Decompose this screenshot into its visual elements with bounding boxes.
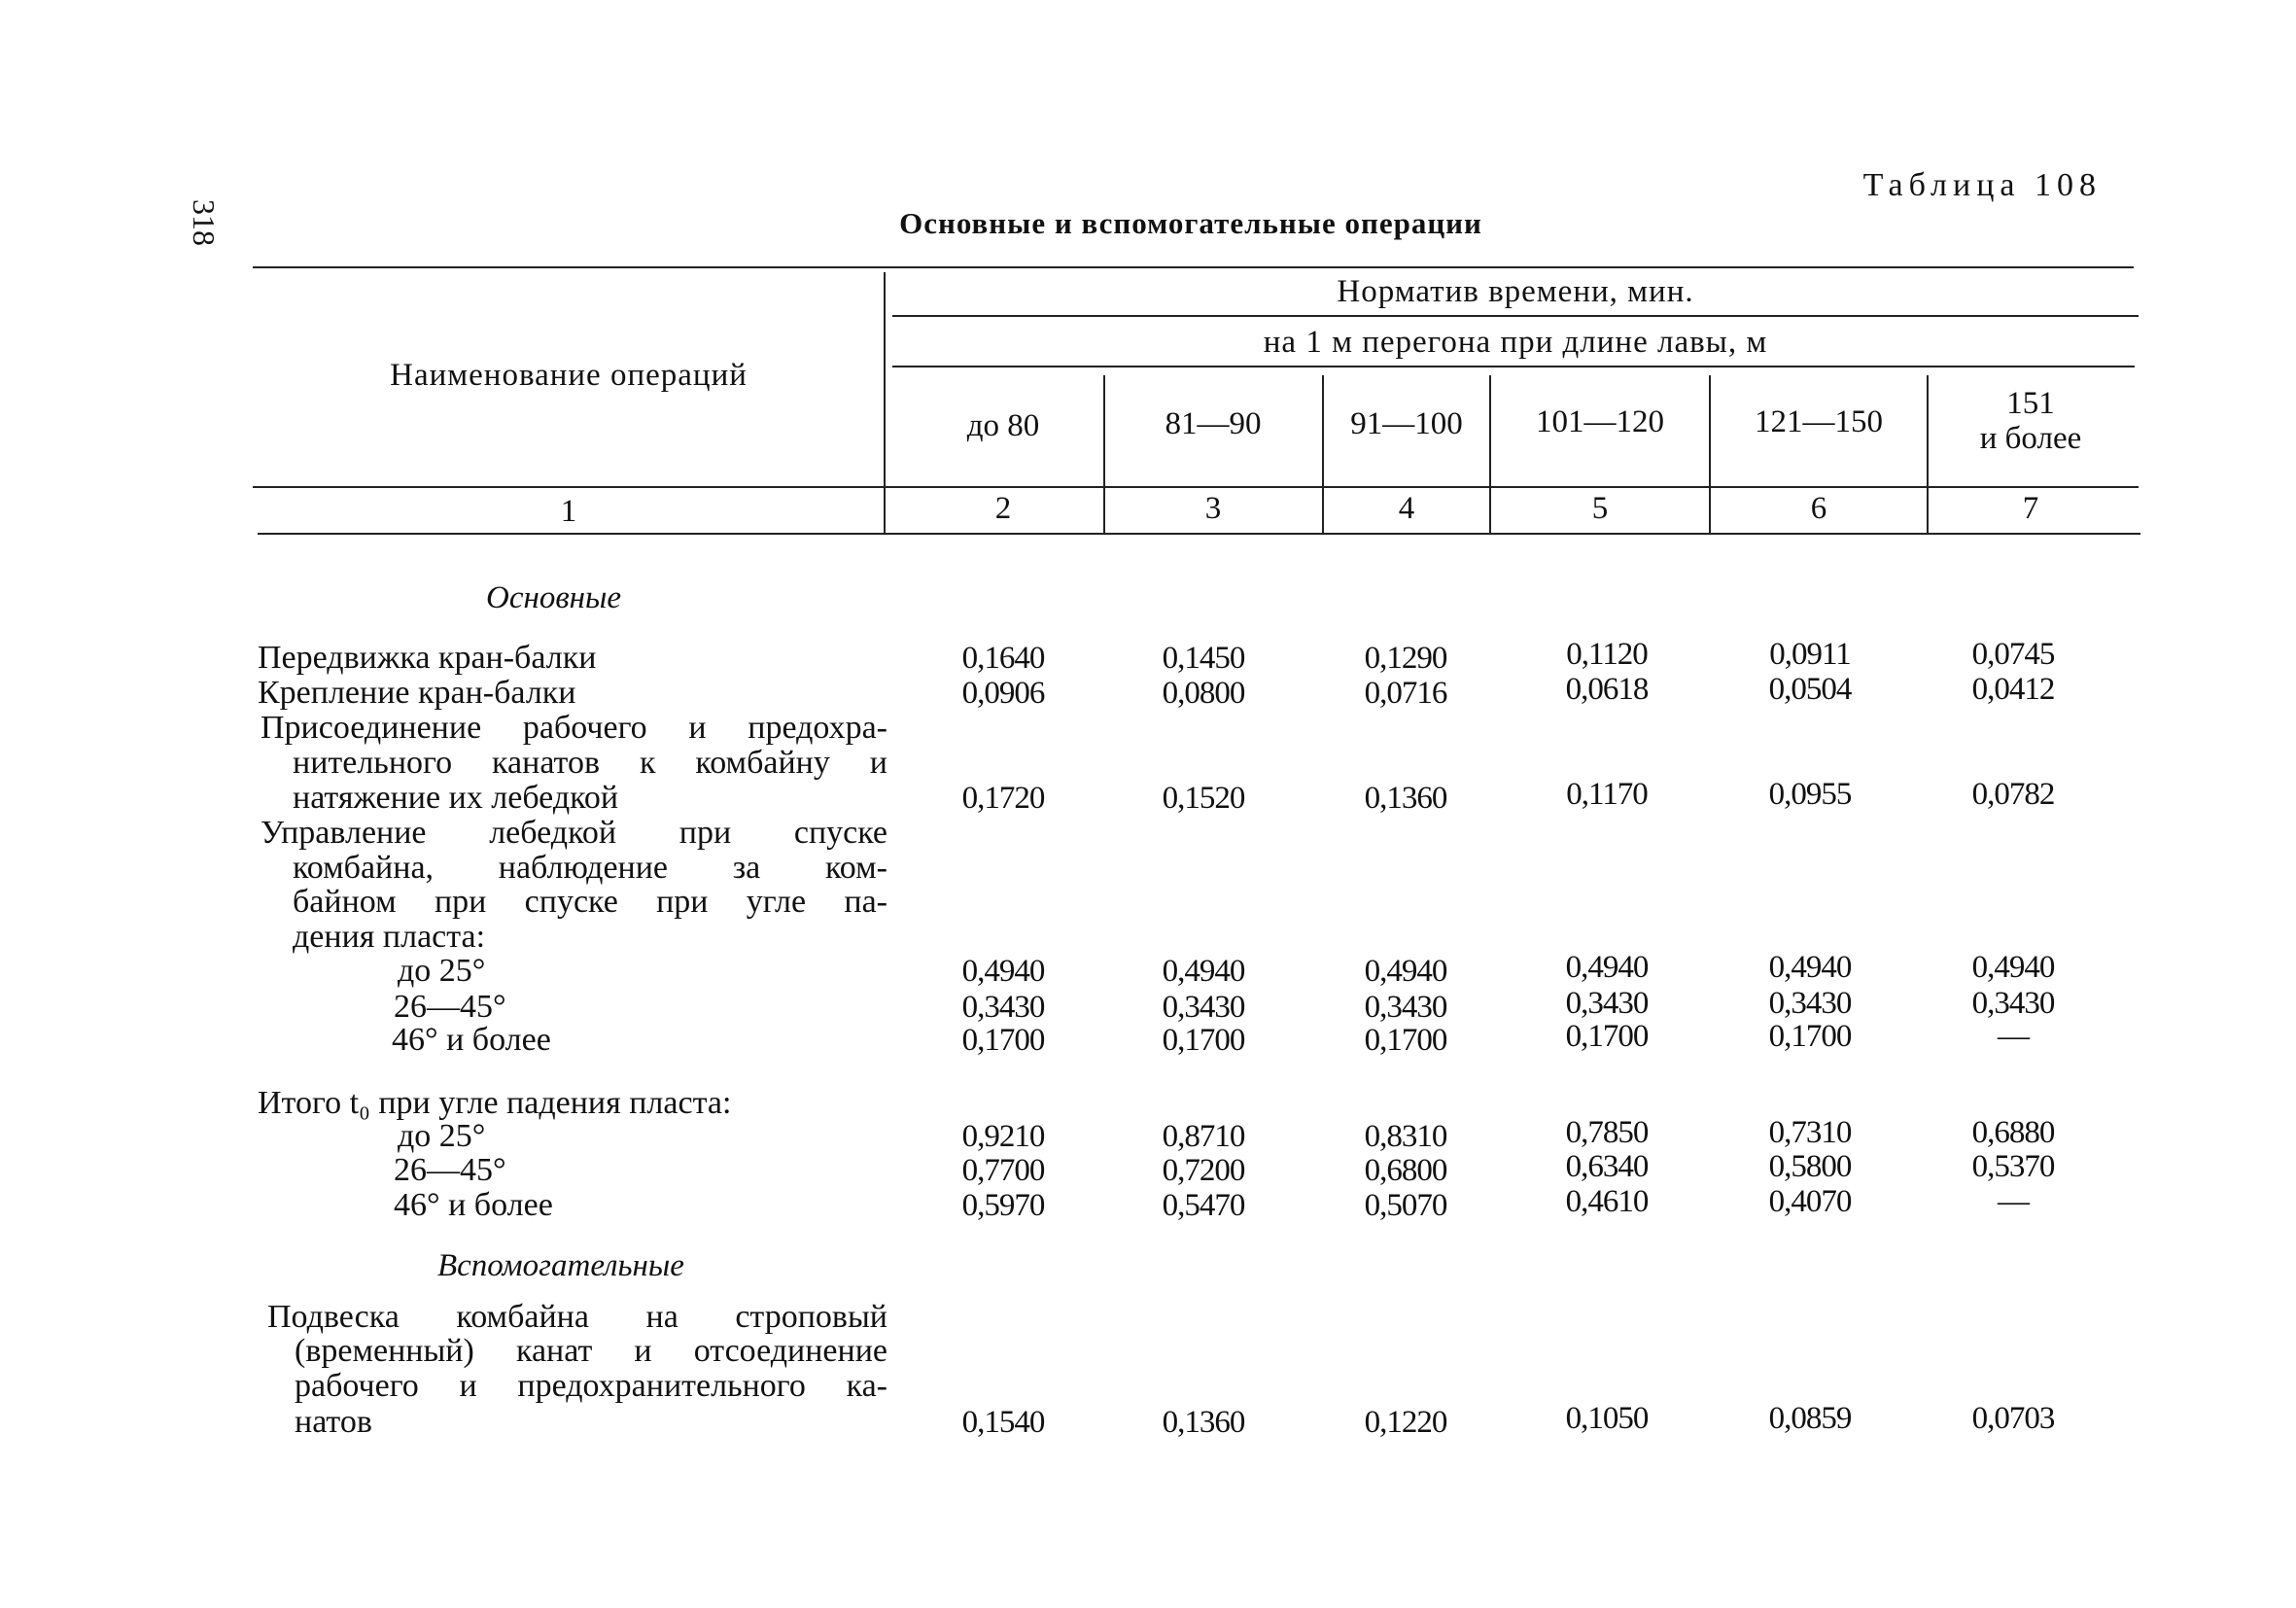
value-cell: 0,0911 (1769, 637, 1851, 672)
value-cell: 0,0412 (1971, 672, 2055, 707)
value-cell: 0,0906 (961, 676, 1045, 711)
value-cell: 0,1360 (1162, 1405, 1245, 1440)
value-cell: 0,0703 (1971, 1401, 2055, 1436)
value-cell: 0,7310 (1768, 1115, 1852, 1150)
value-cell: 0,3430 (1364, 990, 1447, 1025)
rule-sub (892, 366, 2135, 367)
rule-col (1103, 375, 1105, 533)
value-cell: 0,3430 (1971, 986, 2055, 1021)
value-cell: 0,4940 (1364, 954, 1447, 989)
value-cell: 0,1360 (1364, 781, 1447, 816)
column-number: 4 (1398, 491, 1415, 526)
table-subtitle: Основные и вспомогательные операции (899, 206, 1482, 240)
operation-name-line: Подвеска комбайна на строповый (267, 1299, 887, 1335)
rule-numbers-bottom (258, 533, 2140, 535)
table-label: Таблица 108 (1862, 167, 2102, 203)
operation-name-line: натяжение их лебедкой (293, 780, 619, 816)
operation-name-line: 26—45° (394, 989, 506, 1025)
header-norm-title: Норматив времени, мин. (1337, 274, 1694, 309)
operation-name-line: Передвижка кран-балки (258, 640, 597, 676)
value-cell: 0,1220 (1364, 1405, 1447, 1440)
column-number: 2 (994, 491, 1012, 526)
operation-name-line: нительного канатов к комбайну и (293, 745, 887, 781)
value-cell: 0,1050 (1565, 1401, 1649, 1436)
operation-name-line: Присоединение рабочего и предохра- (261, 710, 887, 746)
value-cell: 0,0745 (1971, 637, 2055, 672)
operation-name-line: Управление лебедкой при спуске (261, 815, 887, 851)
value-cell: 0,1720 (961, 781, 1045, 816)
header-col-7b: и более (1979, 421, 2082, 456)
value-cell: 0,4940 (1565, 950, 1649, 985)
value-cell: 0,0716 (1364, 676, 1447, 711)
operation-name-line: 46° и более (394, 1187, 553, 1223)
value-cell: 0,5970 (961, 1188, 1045, 1223)
value-cell: 0,5800 (1768, 1149, 1852, 1184)
value-cell: 0,5370 (1971, 1149, 2055, 1184)
value-cell: 0,3430 (1162, 990, 1245, 1025)
value-cell: 0,0859 (1768, 1401, 1852, 1436)
value-cell: 0,1450 (1162, 641, 1245, 676)
value-cell: 0,3430 (1565, 986, 1649, 1021)
rule-top (253, 266, 2134, 268)
value-cell: 0,8710 (1162, 1119, 1245, 1154)
operation-name-line: 26—45° (394, 1152, 506, 1188)
value-cell: 0,1290 (1364, 641, 1447, 676)
value-cell: 0,8310 (1364, 1119, 1447, 1154)
value-cell: 0,6340 (1565, 1149, 1649, 1184)
column-number: 6 (1810, 491, 1827, 526)
value-cell: 0,3430 (961, 990, 1045, 1025)
value-cell: 0,6880 (1971, 1115, 2055, 1150)
value-cell: 0,4070 (1768, 1184, 1852, 1219)
header-norm-sub: на 1 м перегона при длине лавы, м (1263, 325, 1768, 360)
value-cell: 0,1700 (1768, 1019, 1852, 1054)
value-cell: 0,0955 (1768, 777, 1852, 812)
value-cell: — (1998, 1019, 2029, 1054)
header-col-4: 91—100 (1350, 406, 1463, 441)
value-cell: 0,1640 (961, 641, 1045, 676)
rule-norm (892, 315, 2139, 317)
header-col-6: 121—150 (1755, 404, 1883, 439)
value-cell: 0,3430 (1768, 986, 1852, 1021)
page-number: 318 (187, 199, 222, 246)
header-col-3: 81—90 (1165, 406, 1262, 441)
value-cell: 0,7850 (1565, 1115, 1649, 1150)
operation-name-line: (временный) канат и отсоединение (295, 1333, 887, 1369)
value-cell: 0,6800 (1364, 1153, 1447, 1188)
section-main: Основные (486, 580, 622, 615)
column-number: 3 (1204, 491, 1222, 526)
operation-name-line: байном при спуске при угле па- (293, 884, 887, 920)
value-cell: 0,1170 (1566, 777, 1648, 812)
value-cell: 0,0504 (1768, 672, 1852, 707)
value-cell: 0,4940 (1971, 950, 2055, 985)
value-cell: 0,0800 (1162, 676, 1245, 711)
value-cell: 0,1700 (961, 1023, 1045, 1058)
value-cell: 0,5470 (1162, 1188, 1245, 1223)
rule-vertical-name (884, 272, 886, 535)
value-cell: 0,9210 (961, 1119, 1045, 1154)
column-number: 1 (560, 494, 577, 529)
column-number: 5 (1591, 491, 1609, 526)
value-cell: 0,7700 (961, 1153, 1045, 1188)
value-cell: 0,0618 (1565, 672, 1649, 707)
header-col-2: до 80 (966, 408, 1040, 443)
value-cell: 0,1120 (1566, 637, 1648, 672)
value-cell: 0,4940 (961, 954, 1045, 989)
header-col-5: 101—120 (1536, 404, 1664, 439)
value-cell: 0,5070 (1364, 1188, 1447, 1223)
value-cell: 0,1700 (1162, 1023, 1245, 1058)
header-name-col: Наименование операций (390, 358, 748, 393)
operation-name-line: комбайна, наблюдение за ком- (293, 850, 887, 886)
value-cell: 0,0782 (1971, 777, 2055, 812)
column-number: 7 (2022, 491, 2039, 526)
operation-name-line: до 25° (398, 953, 486, 989)
value-cell: 0,1700 (1565, 1019, 1649, 1054)
value-cell: 0,7200 (1162, 1153, 1245, 1188)
value-cell: 0,1540 (961, 1405, 1045, 1440)
value-cell: 0,1520 (1162, 781, 1245, 816)
operation-name-line: Крепление кран-балки (258, 675, 576, 711)
operation-name-line: до 25° (398, 1118, 486, 1154)
operation-name-line: 46° и более (392, 1022, 551, 1058)
value-cell: 0,1700 (1364, 1023, 1447, 1058)
header-col-7a: 151 (2006, 386, 2055, 421)
value-cell: — (1998, 1184, 2029, 1219)
rule-header-bottom (253, 486, 2139, 488)
value-cell: 0,4940 (1162, 954, 1245, 989)
operation-name-line: натов (295, 1404, 372, 1440)
operation-name-line: дения пласта: (293, 919, 486, 955)
value-cell: 0,4940 (1768, 950, 1852, 985)
operation-name-line: Итого t₀ при угле падения пласта: (258, 1085, 732, 1121)
section-aux: Вспомогательные (437, 1248, 684, 1283)
value-cell: 0,4610 (1565, 1184, 1649, 1219)
operation-name-line: рабочего и предохранительного ка- (295, 1368, 887, 1404)
